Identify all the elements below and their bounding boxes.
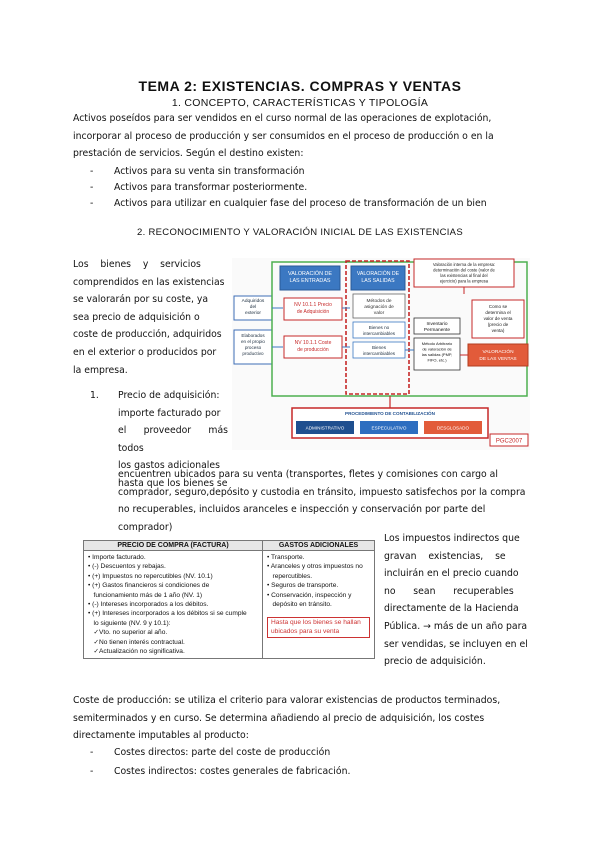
col1-cell	[84, 551, 263, 659]
inventario-line: Permanente	[423, 328, 451, 333]
col2-cell	[263, 551, 375, 659]
col1-header: PRECIO DE COMPRA (FACTURA)	[84, 541, 263, 551]
paragraph-line: no recuperables, incluidos aranceles e inspección y conservación por parte del	[118, 504, 486, 516]
valoracion-entradas-line: VALORACIÓN DE	[288, 271, 332, 277]
precio-compra-table	[83, 540, 375, 659]
coste-bullet-list	[90, 743, 530, 781]
table-item: • (-) Intereses incorporados a los débitos.	[88, 601, 209, 609]
administrativo-label: ADMINISTRATIVO	[305, 425, 345, 431]
paragraph-line: no sean recuperables	[384, 585, 514, 597]
metodos-line: Métodos de	[366, 299, 392, 304]
bienes-inter-line: Bienes	[371, 345, 387, 350]
table-item: funcionamiento más de 1 año (NV. 1)	[88, 591, 203, 599]
bienes-no-line: intercambiables	[362, 331, 396, 336]
especulativo-label: ESPECULATIVO	[371, 425, 407, 431]
paragraph-line: comprador, seguro,depósito y custodia en tránsito, impuesto satisfechos por la compra	[118, 486, 526, 498]
paragraph-line: comprador)	[118, 521, 173, 533]
table-note: Hasta que los bienes se hallan ubicados para su venta	[267, 617, 370, 638]
elaborados-label-line: proceso	[244, 345, 262, 350]
como-se-line: Como se	[488, 304, 508, 309]
procedimiento-label: PROCEDIMIENTO DE CONTABILIZACIÓN	[345, 411, 435, 416]
table-item: ✓Actualización no significativa.	[88, 648, 185, 656]
paragraph-line: Precio de adquisición:	[118, 390, 220, 401]
valoracion-interna-line: las existencias al final del	[440, 273, 488, 278]
elaborados-label-line: productivo	[242, 351, 264, 356]
paragraph-line: Los impuestos indirectos que	[384, 533, 520, 544]
elaborados-label-line: en el propio	[240, 339, 266, 344]
paragraph-line: gravan existencias, se	[384, 550, 506, 562]
adquiridos-label-line: Adquiridos	[241, 299, 265, 304]
table-item: depósito en tránsito.	[267, 601, 332, 609]
elaborados-label-line: Elaborados	[241, 333, 265, 338]
metodo-arbitrario-line: Método Arbitrario	[421, 341, 453, 346]
table-item: • Aranceles y otros impuestos no	[267, 563, 363, 571]
nv-coste-line: de producción	[297, 347, 329, 353]
valoracion-interna-line: Valoración interna de la empresa:	[432, 262, 496, 267]
paragraph-line: incluirán en el precio cuando	[384, 568, 519, 580]
paragraph-line: ser vendidas, se incluyen en el	[384, 638, 528, 650]
paragraph-line: en el exterior o producidos por	[73, 346, 217, 358]
bienes-inter-line: intercambiables	[362, 351, 396, 356]
section-2-right-paragraph	[384, 530, 528, 671]
paragraph-line: coste de producción, adquiridos	[73, 329, 222, 341]
list-item: - Costes indirectos: costes generales de fabricación.	[90, 766, 351, 777]
list-item: - Activos para transformar posteriormente.	[90, 182, 308, 193]
paragraph-line: sea precio de adquisición o	[73, 311, 200, 323]
paragraph-line: los gastos adicionales	[118, 460, 220, 472]
paragraph-line: importe facturado por	[118, 407, 221, 419]
table-item: • Transporte.	[267, 554, 305, 561]
como-se-line: (precio de	[487, 322, 509, 327]
table-item: • (+) Intereses incorporados a los débitos si se cumple	[88, 610, 247, 618]
table-item: • (-) Descuentos y rebajas.	[88, 563, 166, 571]
paragraph-line: encuentren ubicados para su venta (transportes, fletes y comisiones con cargo al	[118, 469, 498, 480]
metodo-arbitrario-line: FIFO, etc.)	[427, 357, 447, 363]
paragraph-line: la empresa.	[73, 364, 128, 376]
nv-precio-label	[294, 302, 332, 315]
table-header-row	[84, 541, 375, 551]
paragraph-line: hasta que los bienes se	[118, 477, 228, 489]
section-2-heading: 2. RECONOCIMIENTO Y VALORACIÓN INICIAL DE LAS EXISTENCIAS	[137, 227, 463, 238]
valoracion-ventas-line: DE LAS VENTAS	[479, 357, 517, 362]
valoracion-interna-line: determinación del coste (valor de	[433, 267, 495, 273]
como-se-line: valor de venta	[483, 316, 513, 321]
metodos-line: asignación de	[364, 305, 394, 310]
valuation-diagram	[232, 258, 530, 450]
coste-produccion-paragraph	[73, 692, 528, 745]
table-item: repercutibles.	[267, 572, 313, 580]
metodo-arbitrario-line: de valoración de	[422, 346, 452, 352]
metodos-line: valor	[373, 311, 385, 316]
table-item: • (+) Gastos financieros si condiciones de	[88, 582, 210, 590]
como-se-line: determina el	[485, 310, 511, 315]
paragraph-line: Los bienes y servicios	[73, 259, 201, 270]
bienes-no-line: Bienes no	[368, 325, 390, 330]
inventario-line: Inventario	[426, 322, 448, 327]
table-item: • (+) Impuestos no repercutibles (NV. 10.1)	[88, 572, 213, 580]
paragraph-line: se valorarán por su coste, ya	[73, 294, 209, 306]
section-1-bullet-list	[90, 164, 530, 212]
paragraph-line: el proveedor más todos	[118, 425, 228, 454]
como-se-line: venta)	[491, 328, 505, 333]
nv-precio-line: de Adquisición	[296, 309, 330, 315]
valoracion-salidas-line: VALORACIÓN DE	[356, 271, 400, 277]
item-1-continuation	[118, 466, 528, 536]
table-item: • Seguros de transporte.	[267, 582, 339, 590]
pgc-label: PGC2007	[495, 438, 523, 445]
list-item: - Activos para utilizar en cualquier fase del proceso de transformación de un bien	[90, 198, 487, 209]
page-title: TEMA 2: EXISTENCIAS. COMPRAS Y VENTAS	[138, 78, 462, 94]
paragraph-line: Pública. → más de un año para	[384, 620, 528, 632]
paragraph-line: Activos poseídos para ser vendidos en el curso normal de las operaciones de explotación,	[73, 113, 492, 124]
table-row	[84, 551, 375, 659]
table-item: lo siguiente (NV. 9 y 10.1):	[88, 619, 171, 627]
paragraph-line: semiterminados y en curso. Se determina añadiendo al precio de adquisición, los costes	[73, 712, 485, 724]
adquiridos-label-line: del	[249, 305, 257, 310]
valoracion-ventas-line: VALORACIÓN	[482, 350, 514, 355]
valoracion-interna-label	[433, 262, 496, 284]
valoracion-entradas-line: LAS ENTRADAS	[289, 278, 331, 284]
nv-coste-label	[295, 340, 332, 353]
section-1-paragraph	[73, 110, 528, 163]
valoracion-ventas-box	[468, 344, 528, 366]
list-item: - Activos para su venta sin transformación	[90, 166, 305, 177]
metodo-arbitrario-line: las salidas (PMP,	[421, 352, 453, 357]
section-1-heading: 1. CONCEPTO, CARACTERÍSTICAS Y TIPOLOGÍA	[171, 97, 429, 109]
paragraph-line: comprendidos en las existencias	[73, 276, 225, 288]
list-item: - Costes directos: parte del coste de producción	[90, 747, 331, 758]
adquiridos-label-line: exterior	[245, 311, 261, 316]
precio-compra-table-wrapper	[83, 540, 375, 659]
paragraph-line: precio de adquisición.	[384, 656, 486, 668]
paragraph-line: incorporar al proceso de producción y ser consumidos en el proceso de producción o en la	[73, 130, 494, 142]
section-2-left-paragraph	[73, 256, 225, 379]
paragraph-line: Coste de producción: se utiliza el criterio para valorar existencias de productos terminados,	[73, 695, 501, 706]
table-item: ✓No tienen interés contractual.	[88, 638, 185, 646]
valoracion-salidas-line: LAS SALIDAS	[361, 278, 395, 284]
table-item: ✓Vto. no superior al año.	[88, 629, 168, 637]
col2-header: GASTOS ADICIONALES	[263, 541, 375, 551]
item-number: 1.	[90, 390, 99, 401]
table-item: • Importe facturado.	[88, 554, 146, 561]
table-item: • Conservación, inspección y	[267, 591, 352, 599]
paragraph-line: prestación de servicios. Según el destino existen:	[73, 148, 304, 160]
paragraph-line: directamente de la Hacienda	[384, 603, 519, 615]
nv-precio-line: NV 10.1.1 Precio	[294, 302, 332, 308]
nv-coste-line: NV 10.1.1 Coste	[294, 340, 332, 346]
valoracion-interna-line: ejercicio) para la empresa	[439, 278, 489, 284]
paragraph-line: directamente imputables al producto:	[73, 730, 249, 742]
desglosado-label: DESGLOSADO	[436, 425, 470, 431]
